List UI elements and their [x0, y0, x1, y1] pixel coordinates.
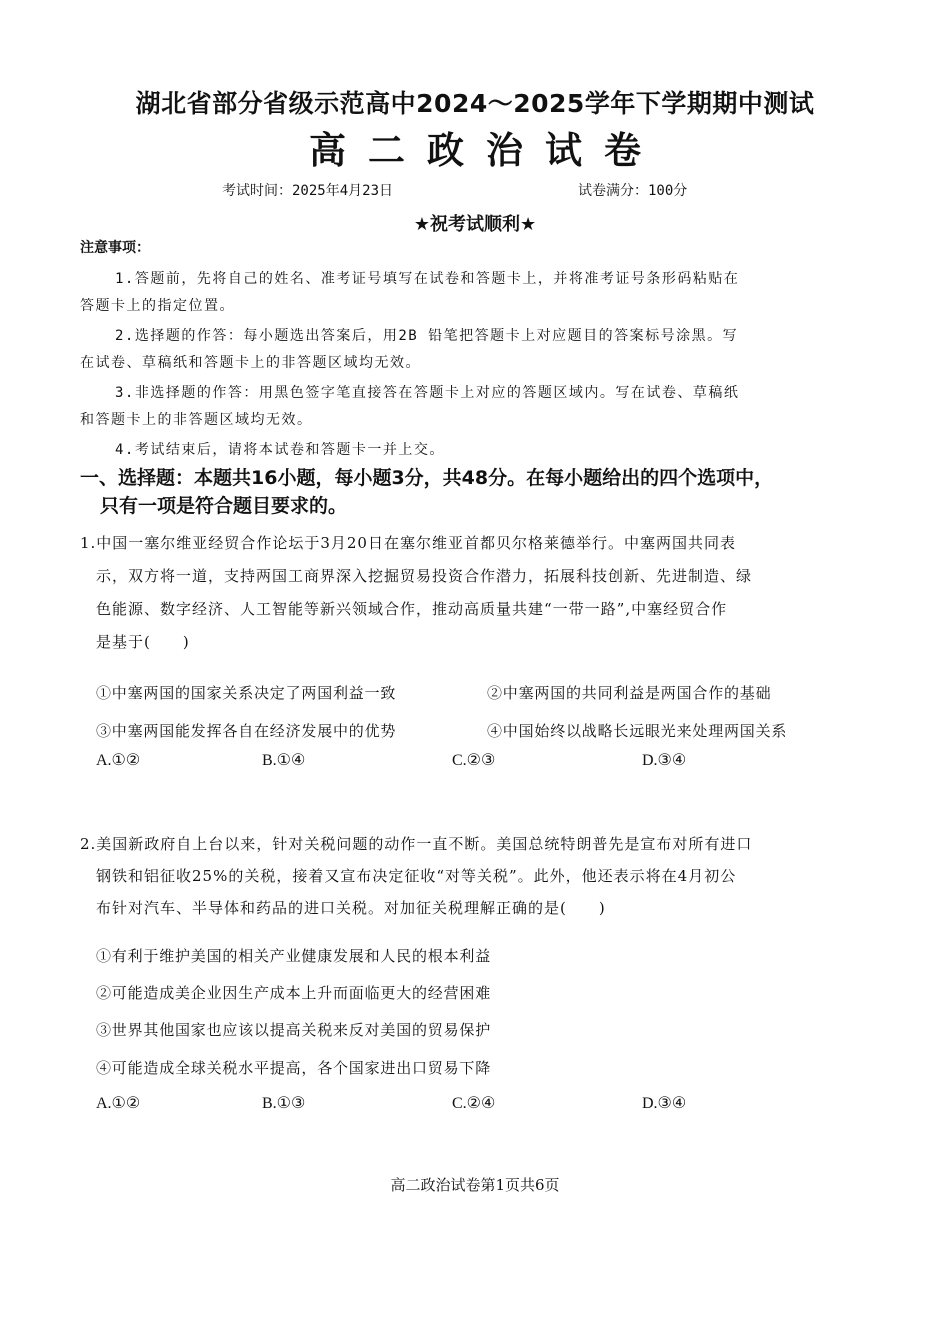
q2-statement-2: ②可能造成美企业因生产成本上升而面临更大的经营困难: [96, 984, 492, 1002]
q2-choice-d: D.③④: [642, 1095, 687, 1112]
section-heading: [80, 464, 880, 520]
notice-item-3-line2: 和答题卡上的非答题区域均无效。: [80, 412, 313, 428]
q2-statement-4: ④可能造成全球关税水平提高，各个国家进出口贸易下降: [96, 1059, 492, 1077]
q1-choice-d: D.③④: [642, 752, 687, 769]
q2-line-1: 2.美国新政府自上台以来，针对关税问题的动作一直不断。美国总统特朗普先是宣布对所有进口: [80, 835, 753, 853]
wish-banner: ★祝考试顺利★: [413, 214, 537, 235]
q2-statement-3: ③世界其他国家也应该以提高关税来反对美国的贸易保护: [96, 1021, 492, 1039]
exam-title: 湖北省部分省级示范高中2024～2025学年下学期期中测试: [135, 89, 815, 118]
notice-heading: 注意事项：: [80, 240, 150, 256]
q1-statement-3: ③中塞两国能发挥各自在经济发展中的优势: [96, 722, 397, 740]
exam-subtitle: 高二政治试卷: [309, 129, 663, 172]
full-score: 试卷满分：100分: [578, 183, 688, 199]
notice-item-4-line1: 4.考试结束后，请将本试卷和答题卡一并上交。: [115, 442, 445, 458]
q1-choice-a: A.①②: [96, 752, 141, 769]
q2-choice-c: C.②④: [452, 1095, 496, 1112]
q2-statement-1: ①有利于维护美国的相关产业健康发展和人民的根本利益: [96, 947, 492, 965]
q1-choice-b: B.①④: [262, 752, 306, 769]
q2-line-3: 布针对汽车、半导体和药品的进口关税。对加征关税理解正确的是( ): [96, 899, 606, 917]
q2-choice-b: B.①③: [262, 1095, 306, 1112]
notice-item-1-line1: 1.答题前，先将自己的姓名、准考证号填写在试卷和答题卡上，并将准考证号条形码粘贴在: [115, 271, 740, 287]
q2-line-2: 钢铁和铝征收25%的关税，接着又宣布决定征收“对等关税”。此外，他还表示将在4月初公: [96, 867, 737, 885]
section-heading-line2: 只有一项是符合题目要求的。: [100, 495, 348, 517]
q2-choice-a: A.①②: [96, 1095, 141, 1112]
q1-statement-2: ②中塞两国的共同利益是两国合作的基础: [487, 684, 772, 702]
q1-line-3: 色能源、数字经济、人工智能等新兴领域合作，推动高质量共建“一带一路”,中塞经贸合作: [96, 600, 728, 618]
notice-item-3-line1: 3.非选择题的作答：用黑色签字笔直接答在答题卡上对应的答题区域内。写在试卷、草稿纸: [115, 385, 740, 401]
notice-item-1-line2: 答题卡上的指定位置。: [80, 298, 235, 314]
section-heading-line1: 一、选择题：本题共16小题，每小题3分，共48分。在每小题给出的四个选项中，: [80, 467, 774, 489]
notice-item-2-line1: 2.选择题的作答：每小题选出答案后，用2B 铅笔把答题卡上对应题目的答案标号涂黑。写: [115, 328, 739, 344]
q1-line-2: 示，双方将一道，支持两国工商界深入挖掘贸易投资合作潜力，拓展科技创新、先进制造、绿: [96, 567, 753, 585]
q1-statement-4: ④中国始终以战略长远眼光来处理两国关系: [487, 722, 788, 740]
page-footer: 高二政治试卷第1页共6页: [390, 1176, 560, 1194]
exam-time: 考试时间：2025年4月23日: [222, 183, 394, 199]
q1-statement-1: ①中塞两国的国家关系决定了两国利益一致: [96, 684, 397, 702]
q1-choice-c: C.②③: [452, 752, 496, 769]
q1-line-1: 1.中国一塞尔维亚经贸合作论坛于3月20日在塞尔维亚首都贝尔格莱德举行。中塞两国共同表: [80, 534, 736, 552]
q1-line-4: 是基于( ): [96, 633, 190, 651]
notice-item-2-line2: 在试卷、草稿纸和答题卡上的非答题区域均无效。: [80, 355, 421, 371]
